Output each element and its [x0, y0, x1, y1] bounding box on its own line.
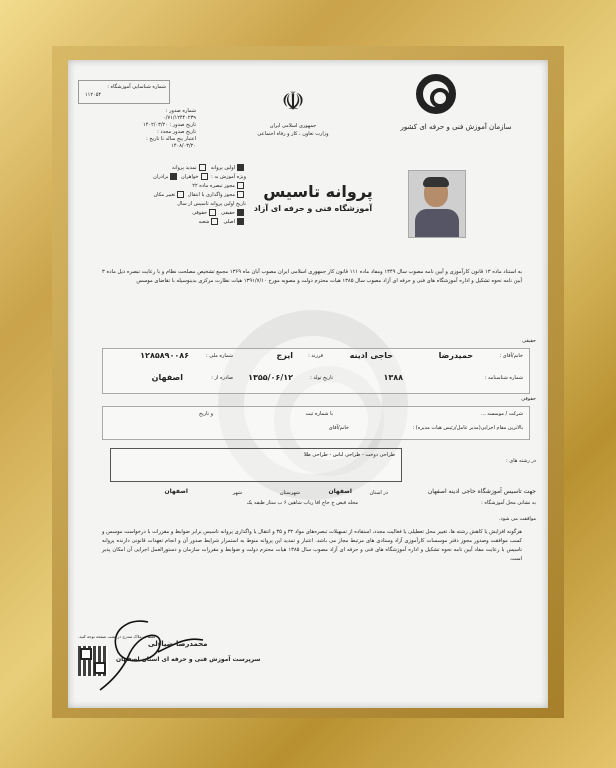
relocate-checkbox	[177, 191, 184, 198]
transfer-checkbox	[237, 191, 244, 198]
transfer-label: مجوز واگذاری یا انتقال	[187, 192, 235, 198]
relocate-label: تغییر مکان	[153, 192, 176, 198]
legal-paragraph: به استناد ماده ۱۳ قانون کارآموزی و آیین نامه مصوب سال ۱۳۴۹ ومفاد ماده ۱۱۱ قانون کار جمهوری اسلامی ایران مصوب آبان ماه ۱۳۶۹ مجمع تشخیص مصلحت نظام و با رعایت تبصره ذیل ماده ۳ آیین نامه نحوه تشکیل و اداره آموزشگاه های فنی و حرفه ای آزاد مصوب سال ۱۳۸۵ هیات محترم دولت و مصوبه مورخ ۱۳۹۱/۷/۱۰ هیات نظارت مرکزی بدینوسیله با تقاضای موسس	[102, 269, 523, 284]
family-value: حاجی ادینه	[349, 351, 393, 360]
city-label: شهر	[232, 490, 242, 496]
legal-checkbox	[209, 209, 216, 216]
school-id-value: ۱۱۲۰۵۴	[85, 92, 102, 98]
child-of-label: فرزند :	[308, 353, 323, 359]
permit-22-checkbox	[237, 182, 244, 189]
validity-label: اعتبار پنج ساله تا تاریخ :	[146, 136, 196, 142]
special-label: ویژه آموزش به :	[211, 174, 246, 180]
person-box	[102, 348, 530, 394]
organization-logo-icon	[416, 74, 456, 114]
document-subtitle: آموزشگاه فنی و حرفه ای آزاد	[253, 204, 373, 213]
national-id-label: شماره ملی :	[205, 353, 233, 359]
government-lines	[238, 122, 348, 138]
legal-entity-box	[102, 406, 530, 440]
school-id-box	[78, 80, 170, 104]
conditions-paragraph: هرگونه افزایش یا کاهش رشته ها، تغییر محل تعطیلی یا فعالیت مجدد، استفاده از تسهیلات تبصره‌های مواد ۳۲ و ۳۵ و انتقال یا واگذاری پروانه تاسیس برابر ضوابط و مقررات با درخواست موسس و کسب موافقت وصدور مجوز دفتر موسسات کارآموزی آزاد وستادی های مرتبط مجاز می باشد. اعتبار و تمدید این پروانه منوط به استمرار شرایط صدور آن و انجام تعهدات قانونی دارنده پروانه تاسیس با رعایت مفاد آیین نامه نحوه تشکیل و اداره آموزشگاه های فنی و حرفه ای آزاد مصوب سال ۱۳۸۵ هیات محترم دولت و ضوابط و مقررات سازمان و دستورالعمل اجرایی آن امکان پذیر است.	[102, 529, 522, 562]
legal-label: حقوقی	[192, 210, 207, 216]
ceo-label: خانم/آقای	[328, 425, 349, 431]
birth-label: تاریخ تولد :	[310, 375, 333, 381]
reg-label: با شماره ثبت	[305, 411, 333, 417]
government-line-1: جمهوری اسلامی ایران	[269, 123, 317, 129]
name-label: خانم/آقای :	[499, 353, 523, 359]
government-line-2: وزارت تعاون ، کار و رفاه اجتماعی	[257, 131, 329, 137]
first-license-checkbox	[237, 164, 244, 171]
city-value: اصفهان	[164, 488, 188, 495]
real-label: حقیقی	[221, 210, 235, 216]
main-checkbox	[237, 218, 244, 225]
qr-note: فقط به ملاک مندرج در پشت صفحه توجه کنید.	[78, 634, 156, 639]
renewal-label: تمدید پروانه	[172, 165, 197, 171]
issue-no-value: ۰/۷۱/۱۲۴۴۰۲۳۹	[163, 115, 196, 121]
county-label: شهرستان	[279, 490, 300, 496]
sisters-checkbox	[201, 173, 208, 180]
agreement-text: موافقت می شود.	[498, 516, 536, 522]
qr-code-icon	[78, 646, 108, 676]
first-issue-date-label: تاریخ اولین پروانه تاسیس از سال	[177, 201, 246, 207]
document-title: پروانه تاسیس	[263, 182, 373, 201]
cert-value: ۱۳۸۸	[383, 373, 403, 382]
address-label: به نشانی محل آموزشگاه :	[481, 500, 536, 506]
real-section-label: حقیقی	[522, 338, 536, 344]
issue-meta	[76, 108, 196, 150]
fields-label: در رشته های :	[506, 458, 536, 464]
father-value: ایرج	[276, 351, 293, 360]
legal-section-label: حقوقی	[521, 396, 536, 402]
issued-from-value: اصفهان	[151, 373, 183, 382]
fields-box	[110, 448, 402, 482]
license-options	[106, 164, 246, 227]
founder-photo	[408, 170, 466, 238]
signer-name: محمدرضا ضیاءلی	[148, 640, 208, 648]
national-id-value: ۱۲۸۵۸۹۰۰۸۶	[140, 351, 189, 360]
validity-value: ۱۴۰۸/۰۳/۲۰	[171, 143, 196, 149]
permit-22-label: مجوز تبصره ماده ۲۲	[192, 183, 235, 189]
street-address: محله قبض خ حاج اقا رباب شاهین ۶ ب ستار طبقه یک	[246, 500, 358, 506]
name-value: حمیدرضا	[438, 351, 473, 360]
company-label: شرکت / موسسه ...	[480, 411, 523, 417]
renewal-checkbox	[199, 164, 206, 171]
signer-title: سرپرست آموزش فنی و حرفه ای استان اصفهان	[116, 656, 261, 663]
brothers-label: برادران	[153, 174, 169, 180]
sisters-label: خواهران	[180, 174, 199, 180]
reissue-date-label: تاریخ صدور مجدد :	[157, 129, 196, 135]
issue-date-value: ۱۴۰۲/۰۳/۲۰	[143, 122, 168, 128]
branch-label: شعبه	[198, 219, 210, 225]
province-label: در استان	[369, 490, 388, 496]
reg-date-label: و تاریخ	[199, 411, 213, 417]
photo-hair	[423, 177, 449, 187]
organization-title: سازمان آموزش فنی و حرفه ای کشور	[400, 123, 512, 131]
school-name-line: جهت تاسیس آموزشگاه حاجی ادینه اصفهان	[427, 488, 536, 495]
issued-from-label: صادره از :	[211, 375, 233, 381]
issue-date-label: تاریخ صدور :	[169, 122, 196, 128]
main-label: اصلی	[223, 219, 235, 225]
iran-emblem-icon: ☫	[281, 87, 305, 117]
province-value: اصفهان	[328, 488, 352, 495]
birth-value: ۱۳۵۵/۰۶/۱۲	[248, 373, 293, 382]
first-license-label: اولین پروانه	[210, 165, 235, 171]
license-document	[68, 60, 548, 708]
fields-value: طراحی دوخت - طراحی لباس - طراحی طلا	[303, 452, 395, 458]
branch-checkbox	[211, 218, 218, 225]
brothers-checkbox	[170, 173, 177, 180]
school-id-label: شماره شناسایی آموزشگاه :	[107, 84, 166, 90]
issue-no-label: شماره صدور :	[165, 108, 196, 114]
cert-label: شماره شناسنامه :	[484, 375, 523, 381]
ceo-desc: بالاترین مقام اجرایی(مدیر عامل/رئیس هیات مدیره) :	[412, 425, 523, 431]
photo-body	[415, 209, 459, 237]
